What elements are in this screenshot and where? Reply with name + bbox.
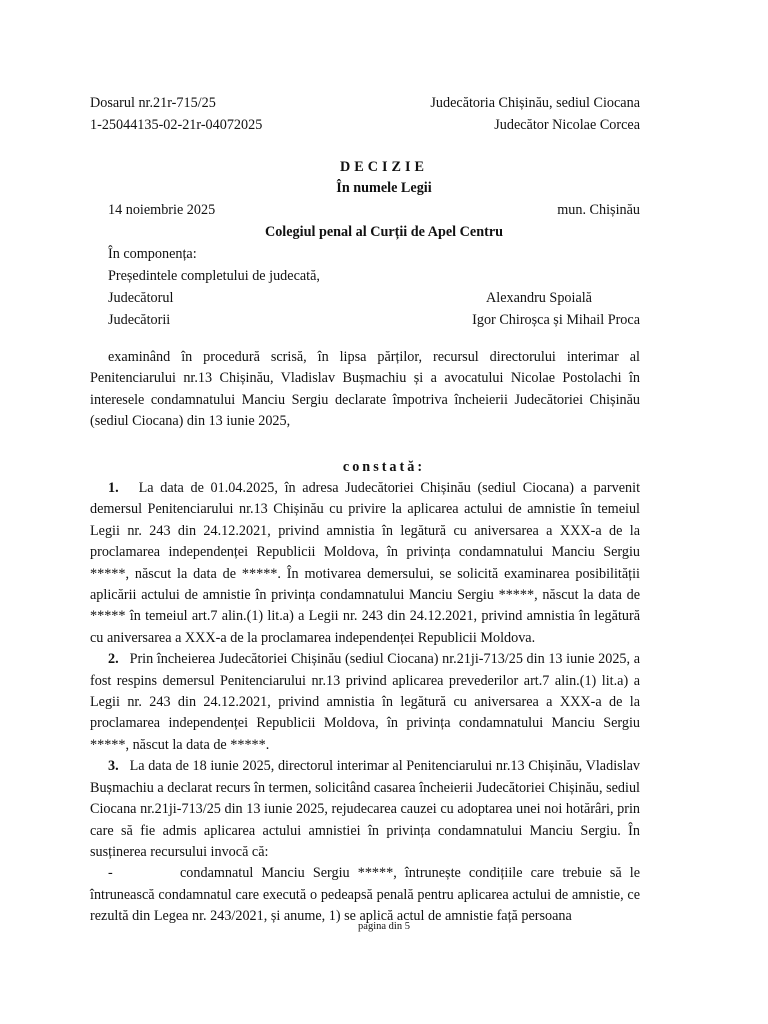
page-footer: pagina din 5	[358, 921, 410, 932]
paragraph-3	[90, 756, 640, 863]
paragraph-number: 1.	[108, 480, 119, 496]
decision-date: 14 noiembrie 2025	[108, 202, 216, 218]
judge-name: Alexandru Spoială	[486, 290, 592, 306]
bullet-dash: -	[108, 865, 113, 882]
paragraph-text: La data de 01.04.2025, în adresa Judecătoriei Chișinău (sediul Ciocana) a parvenit demersul Penitenciarului nr.13 Chișinău cu privire la aplicarea actului de amnistie în temeiul Legii nr. 243 din 24.12.2021, privind amnistia în legătură cu aniversarea a XXX-a de la proclamarea independenței Republicii Moldova, în privința condamnatului Manciu Sergiu *****, născut la data de *****. În motivarea demersului, se solicită examinarea posibilității aplicării actului de amnistie în privința condamnatului Manciu Sergiu *****, născut la data de ***** în temeiul art.7 alin.(1) lit.a) a Legii nr. 243 din 24.12.2021, privind amnistia în legătură cu aniversarea a XXX-a de la proclamarea independenței Republicii Moldova.	[90, 480, 641, 646]
case-id: 1-25044135-02-21r-04072025	[90, 117, 263, 133]
judges-names: Igor Chiroșca și Mihail Proca	[472, 312, 640, 328]
composition-label: În componența:	[108, 246, 197, 262]
president-label: Președintele completului de judecată,	[108, 268, 320, 284]
decision-place: mun. Chișinău	[557, 202, 640, 218]
paragraph-number: 3.	[108, 758, 119, 775]
paragraph-1	[90, 478, 640, 649]
intro-paragraph	[90, 347, 640, 433]
body-paragraphs	[90, 478, 640, 928]
paragraph-text: La data de 18 iunie 2025, directorul interimar al Penitenciarului nr.13 Chișinău, Vladislav Bușmachiu a declarat recurs în termen, solicitând casarea încheierii Judecătoriei Chișinău, sediul Ciocana nr.21ji-713/25 din 13 iunie 2025, rejudecarea cauzei cu adoptarea unei noi hotărâri, prin care să fie admis aplicarea actului amnistiei în privința condamnatului Manciu Sergiu. În susținerea recursului invocă că:	[90, 758, 640, 860]
intro-text: examinând în procedură scrisă, în lipsa părților, recursul directorului interimar al Penitenciarului nr.13 Chișinău, Vladislav Bușmachiu și a avocatului Nicolae Postolachi în interesele condamnatului Manciu Sergiu declarate împotriva încheierii Judecătoriei Chișinău (sediul Ciocana) din 13 iunie 2025,	[90, 349, 640, 430]
decision-title: DECIZIE	[340, 159, 428, 175]
paragraph-number: 2.	[108, 651, 119, 668]
case-number: Dosarul nr.21r-715/25	[90, 95, 216, 111]
college-name: Colegiul penal al Curții de Apel Centru	[264, 224, 504, 240]
bullet-item	[90, 863, 640, 927]
paragraph-text: Prin încheierea Judecătoriei Chișinău (sediul Ciocana) nr.21ji-713/25 din 13 iunie 2025, a fost respins demersul Penitenciarului nr.13 privind aplicarea prevederilor art.7 alin.(1) lit.a) a Legii nr. 243 din 24.12.2021, privind amnistia în legătură cu aniversarea a XXX-a de la proclamarea independenței Republicii Moldova, în privința condamnatului Manciu Sergiu *****, născut la data de *****.	[90, 651, 641, 753]
bullet-text: condamnatul Manciu Sergiu *****, întrunește condițiile care trebuie să le întrunească condamnatul care execută o pedeapsă penală pentru aplicarea actului de amnistie, ce rezultă din Legea nr. 243/2021, și anume, 1) se aplică actul de amnistie față persoana	[90, 865, 640, 925]
judge-label: Judecătorul	[108, 290, 174, 306]
constata-heading: constată:	[342, 459, 426, 475]
trial-judge: Judecător Nicolae Corcea	[494, 117, 640, 133]
judges-label: Judecătorii	[108, 312, 171, 328]
court-name: Judecătoria Chișinău, sediul Ciocana	[430, 95, 640, 111]
in-name-of-law: În numele Legii	[336, 180, 432, 196]
paragraph-2	[90, 649, 640, 756]
